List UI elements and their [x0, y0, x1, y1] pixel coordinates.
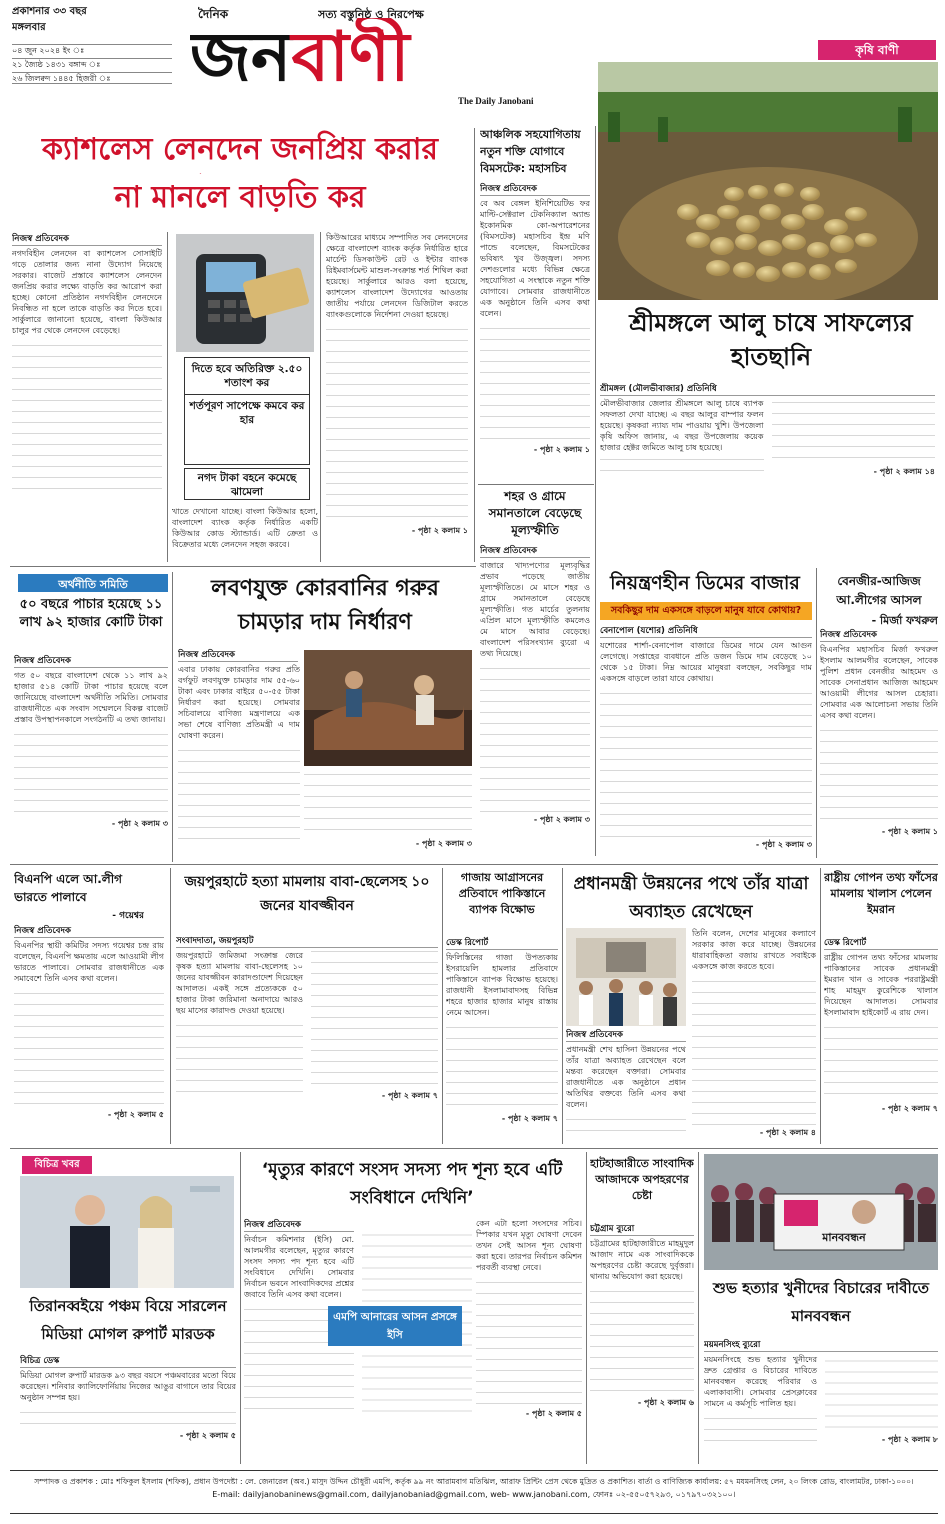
logo-jon: জন	[190, 18, 292, 97]
joypurhat-byline: সংবাদদাতা, জয়পুরহাট	[176, 934, 438, 948]
bimstec-continued: - পৃষ্ঠা ২ কলাম ১	[533, 445, 590, 454]
bnp-attribution: - গয়েশ্বর	[112, 911, 144, 921]
bimstec-headline: আঞ্চলিক সহযোগিতায় নতুন শক্তি যোগাবে বিমসটেক: মহাসচিব	[480, 128, 581, 175]
footer	[10, 1470, 938, 1514]
lead-continued: - পৃষ্ঠা ২ কলাম ১	[411, 526, 468, 535]
imran-byline: ডেস্ক রিপোর্ট	[824, 936, 938, 950]
lead-headline-1: ক্যাশলেস লেনদেন জনপ্রিয় করার	[42, 132, 438, 167]
lead-headline-2: না মানলে বাড়তি কর	[114, 180, 366, 215]
date-hijri: ২৬ জিলক্বদ ১৪৪৫ হিজরী ঃ	[12, 72, 172, 84]
bimstec-byline: নিজস্ব প্রতিবেদক	[480, 182, 590, 196]
pm-continued: - পৃষ্ঠা ২ কলাম ৪	[759, 1128, 816, 1137]
bnp-byline: নিজস্ব প্রতিবেদক	[14, 924, 164, 938]
krishi-label: কৃষি বাণী	[818, 40, 936, 60]
date-bangla: ২১ জ্যৈষ্ঠ ১৪৩১ বঙ্গাব্দ ঃ	[12, 58, 172, 70]
inflation-headline: শহর ও গ্রামে সমানতালে বেড়েছে মূল্যস্ফীতি	[488, 489, 582, 537]
lead-byline: নিজস্ব প্রতিবেদক	[12, 232, 162, 246]
hathazari-text: চট্টগ্রামের হাটহাজারীতে মাহমুদুল আজাদ নামে এক সাংবাদিককে অপহরণের চেষ্টা করেছে দুর্বৃত্তরা। থানায় অভিযোগ করা হয়েছে। - পৃষ্ঠা ২ কলাম ৬	[590, 1239, 694, 1407]
gaza-byline: ডেস্ক রিপোর্ট	[446, 936, 558, 950]
potato-field-image	[598, 62, 938, 300]
krishi-byline: শ্রীমঙ্গল (মৌলভীবাজার) প্রতিনিধি	[600, 382, 935, 396]
pm-text-left: প্রধানমন্ত্রী শেখ হাসিনা উন্নয়নের পথে তাঁর যাত্রা অব্যাহত রেখেছেন বলে মন্তব্য করেছেন বক্তারা। সোমবার রাজধানীতে এক অনুষ্ঠানে প্রধান অতিথির বক্তব্যে তিনি এসব কথা বলেন।	[566, 1044, 686, 1140]
pm-event-photo	[566, 928, 686, 1026]
pm-byline: নিজস্ব প্রতিবেদক	[566, 1028, 686, 1042]
bimstec-text: বে অব বেঙ্গল ইনিশিয়েটিভ ফর মাল্টি-সেক্টরাল টেকনিক্যাল অ্যান্ড ইকোনমিক কো-অপারেশনের (বিমসটেক) মহাসচিব ইন্দ্র মণি পান্ডে বলেছেন, বিমসটেকের ভবিষ্যৎ খুব উজ্জ্বল। সদস্য দেশগুলোর মধ্যে বিভিন্ন ক্ষেত্রে সহযোগিতা এ সংস্থাকে নতুন শক্তি যোগাবে। সোমবার রাজধানীতে এক অনুষ্ঠানে তিনি এসব কথা বলেন। - পৃষ্ঠা ২ কলাম ১	[480, 199, 590, 454]
potato-field-photo	[598, 62, 938, 300]
benazir-byline: নিজস্ব প্রতিবেদক	[820, 628, 938, 642]
publication-years: প্রকাশনার ৩৩ বছর	[12, 6, 87, 17]
human-chain-photo	[704, 1154, 938, 1270]
human-chain-banner-text: মানববন্ধন	[822, 1231, 866, 1244]
bichitra-continued: - পৃষ্ঠা ২ কলাম ৫	[179, 1431, 236, 1440]
joypurhat-continued: - পৃষ্ঠা ২ কলাম ৭	[381, 1091, 438, 1100]
leather-headline: লবণযুক্ত কোরবানির গরুর চামড়ার দাম নির্ধারণ	[211, 576, 439, 635]
human-chain-image	[704, 1154, 938, 1270]
gaza-text: ফিলিস্তিনের গাজা উপত্যকায় ইসরায়েলি হামলার প্রতিবাদে পাকিস্তানে ব্যাপক বিক্ষোভ হয়েছে। রাজধানী ইসলামাবাদসহ বিভিন্ন শহরে হাজার হাজার মানুষ রাস্তায় নেমে আসেন। - পৃষ্ঠা ২ কলাম ৭	[446, 953, 558, 1123]
eggs-headline: নিয়ন্ত্রণহীন ডিমের বাজার	[610, 572, 800, 594]
arthoniti-label: অর্থনীতি সমিতি	[18, 574, 168, 592]
slogan: সত্য বস্তুনিষ্ঠ ও নিরপেক্ষ	[318, 8, 424, 21]
pos-terminal-photo	[176, 234, 314, 352]
imran-continued: - পৃষ্ঠা ২ কলাম ৭	[881, 1104, 938, 1113]
sangsad-continued: - পৃষ্ঠা ২ কলাম ৫	[525, 1409, 582, 1418]
bichitra-headline: তিরানব্বইয়ে পঞ্চম বিয়ে সারলেন মিডিয়া মোগল রুপার্ট মারডক	[29, 1297, 227, 1343]
arthoniti-headline: ৫০ বছরে পাচার হয়েছে ১১ লাখ ৯২ হাজার কোটি টাকা	[19, 597, 163, 630]
lead-pull-quote-box	[184, 357, 310, 465]
benazir-attribution: - মির্জা ফখরুল	[871, 614, 938, 627]
logo	[190, 18, 600, 100]
bichitra-text: মিডিয়া মোগল রুপার্ট মারডক ৯৩ বছর বয়সে পঞ্চমবারের মতো বিয়ে করেছেন। শনিবার ক্যালিফোর্নিয়ায় নিজের আঙুর বাগানে তার বিয়ের অনুষ্ঠান সম্পন্ন হয়। - পৃষ্ঠা ২ কলাম ৫	[20, 1371, 236, 1440]
murdoch-photo	[20, 1176, 234, 1288]
hathazari-byline: চট্টগ্রাম ব্যুরো	[590, 1222, 694, 1236]
inflation-byline: নিজস্ব প্রতিবেদক	[480, 544, 590, 558]
bnp-continued: - পৃষ্ঠা ২ কলাম ৫	[107, 1110, 164, 1119]
leather-byline: নিজস্ব প্রতিবেদক	[178, 648, 298, 662]
imran-text: রাষ্ট্রীয় গোপন তথ্য ফাঁসের মামলায় পাকিস্তানের সাবেক প্রধানমন্ত্রী ইমরান খান ও সাবেক পররাষ্ট্রমন্ত্রী শাহ মাহমুদ কুরেশিকে খালাস দিয়েছেন আদালত। সোমবার ইসলামাবাদ হাইকোর্ট এ রায় দেন। - পৃষ্ঠা ২ কলাম ৭	[824, 953, 938, 1113]
eggs-subhead: সবকিছুর দাম একসঙ্গে বাড়লে মানুষ যাবে কোথায়?	[600, 602, 812, 620]
pm-headline: প্রধানমন্ত্রী উন্নয়নের পথে তাঁর যাত্রা অব্যাহত রেখেছেন	[573, 874, 809, 922]
sangsad-headline: ‘মৃত্যুর কারণে সংসদ সদস্য পদ শূন্য হবে এটি সংবিধানে দেখিনি’	[261, 1160, 563, 1208]
leather-photo	[304, 650, 472, 766]
leather-continued: - পৃষ্ঠা ২ কলাম ৩	[415, 839, 472, 848]
lead-col2b: খাতে দেখানো যাচ্ছে। বাংলা কিউআর হলো, বাংলাদেশ ব্যাংক কর্তৃক নির্ধারিত একটি কিউআর কোড স্ট্যান্ডার্ড। এটি ক্রেতা ও বিক্রেতার মধ্যে লেনদেন সহজ করবে।	[172, 507, 318, 549]
eggs-continued: - পৃষ্ঠা ২ কলাম ৩	[755, 840, 812, 849]
joypurhat-headline: জয়পুরহাটে হত্যা মামলায় বাবা-ছেলেসহ ১০ জনের যাবজ্জীবন	[184, 874, 430, 914]
inflation-continued: - পৃষ্ঠা ২ কলাম ৩	[533, 815, 590, 824]
english-name: The Daily Janobani	[458, 96, 534, 106]
date-english: ০৪ জুন ২০২৪ ইং ঃ	[12, 44, 172, 56]
krishi-continued: - পৃষ্ঠা ২ কলাম ১৪	[873, 467, 935, 476]
pos-terminal-image	[176, 234, 314, 352]
pm-inauguration-image	[566, 928, 686, 1026]
masthead	[0, 0, 600, 112]
benazir-continued: - পৃষ্ঠা ২ কলাম ১	[881, 827, 938, 836]
imran-headline: রাষ্ট্রীয় গোপন তথ্য ফাঁসের মামলায় খালাস পেলেন ইমরান	[824, 871, 938, 916]
joypurhat-text: জয়পুরহাটে জমিজমা সংক্রান্ত জেরে কৃষক হত্যা মামলায় বাবা-ছেলেসহ ১০ জনের যাবজ্জীবন কারাদণ্ডাদেশ দিয়েছেন আদালত। একই সঙ্গে প্রত্যেককে ৫০ হাজার টাকা জরিমানা অনাদায়ে আরও ছয় মাসের কারাদণ্ড দেওয়া হয়েছে। - পৃষ্ঠা ২ কলাম ৭	[176, 951, 438, 1100]
hathazari-continued: - পৃষ্ঠা ২ কলাম ৬	[637, 1398, 694, 1407]
shuvo-text: ময়মনসিংহে শুভ হত্যার খুনীদের দ্রুত গ্রেপ্তার ও বিচারের দাবিতে মানববন্ধন করেছে পরিবার ও এলাকাবাসী। সোমবার প্রেসক্লাবের সামনে এ কর্মসূচি পালিত হয়। - পৃষ্ঠা ২ কলাম ৮	[704, 1355, 938, 1444]
leather-text-left: এবার ঢাকায় কোরবানির গরুর প্রতি বর্গফুট লবণযুক্ত চামড়ার দাম ৫৫-৬০ টাকা এবং ঢাকার বাইরে ৫০-৫৫ টাকা নির্ধারণ করা হয়েছে। সোমবার সচিবালয়ে বাণিজ্য মন্ত্রণালয়ে এক সভা শেষে বাণিজ্য প্রতিমন্ত্রী এ দাম ঘোষণা করেন।	[178, 664, 300, 860]
shuvo-headline: শুভ হত্যার খুনীদের বিচারের দাবীতে মানববন্ধন	[712, 1279, 930, 1325]
leather-hides-image	[304, 650, 472, 766]
sangsad-pull-quote: এমপি আনারের আসন প্রসঙ্গে ইসি	[328, 1306, 462, 1346]
arthoniti-continued: - পৃষ্ঠা ২ কলাম ৩	[111, 819, 168, 828]
inflation-text: বাজারে খাদ্যপণ্যের মূল্যবৃদ্ধির প্রভাব পড়েছে জাতীয় মূল্যস্ফীতিতে। মে মাসে শহর ও গ্রামে সমানতালে বেড়েছে মূল্যস্ফীতি। গত মার্চের তুলনায় এপ্রিল মাসে মূল্যস্ফীতি কমলেও মে মাসে আবার বেড়েছে। বাংলাদেশ পরিসংখ্যান ব্যুরো এ তথ্য দিয়েছে। - পৃষ্ঠা ২ কলাম ৩	[480, 561, 590, 824]
eggs-text: যশোরের শার্শা-বেনাপোল বাজারে ডিমের দামে যেন আগুন লেগেছে। সপ্তাহের ব্যবধানে প্রতি ডজন ডিমে দাম বেড়েছে ১০ থেকে ১৫ টাকা। নিম্ন আয়ের মানুষরা বলছেন, সবকিছুর দাম একসঙ্গে বাড়লে তারা যাবে কোথায়। - পৃষ্ঠা ২ কলাম ৩	[600, 641, 812, 849]
sangsad-text-right: কেন এটা হলো সংসদের সচিব। স্পিকার যখন মৃত্যু ঘোষণা দেবেন তখন সেই আসন শূন্য ঘোষণা করা হবে। তারপর নির্বাচন কমিশন পরবর্তী ব্যবস্থা নেবে। - পৃষ্ঠা ২ কলাম ৫	[476, 1219, 582, 1418]
pull-quote-1: দিতে হবে অতিরিক্ত ২.৫০ শতাংশ কর	[185, 358, 309, 395]
shuvo-byline: ময়মনসিংহ ব্যুরো	[704, 1338, 938, 1352]
footer-contact-line: E-mail: dailyjanobaninews@gmail.com, dailyjanobaniad@gmail.com, web- www.janobani.com, ফোনঃ ০২-৫৫০৫৭২৯৩, ০১৭৯৭০৩২১০০।	[212, 1490, 736, 1499]
pm-text-right: তিনি বলেন, দেশের মানুষের কল্যাণে সরকার কাজ করে যাচ্ছে। উন্নয়নের ধারাবাহিকতা বজায় রাখতে সবাইকে একসঙ্গে কাজ করতে হবে। - পৃষ্ঠা ২ কলাম ৪	[692, 929, 816, 1137]
gaza-headline: গাজায় আগ্রাসনের প্রতিবাদে পাকিস্তানে ব্যাপক বিক্ষোভ	[458, 871, 546, 916]
footer-publisher-line: সম্পাদক ও প্রকাশক : মোঃ শফিকুল ইসলাম (শফিক), প্রধান উপদেষ্টা : লে. জেনারেল (অব.) মাসুদ উদ্দিন চৌধুরী এমপি, কর্তৃক ৯৯ নং আরামবাগ মতিঝিল, আরাফ প্রিন্টিং প্রেস থেকে মুদ্রিত ও প্রকাশিত। বার্তা ও বাণিজ্যিক কার্যালয়: ৫৭ মযমনসিংহ লেন, ২০ লিংক রোড, বাংলামটর, ঢাকা-১০০০।	[34, 1477, 914, 1486]
krishi-headline: শ্রীমঙ্গলে আলু চাষে সাফল্যের হাতছানি	[629, 309, 913, 371]
sangsad-text-left: নির্বাচন কমিশনার (ইসি) মো. আলমগীর বলেছেন, মৃত্যুর কারণে সংসদ সদস্য পদ শূন্য হবে এটি সংবিধানে দেখিনি। সোমবার নির্বাচন ভবনে সাংবাদিকদের প্রশ্নের জবাবে তিনি এসব কথা বলেন।	[244, 1234, 472, 1462]
benazir-headline: বেনজীর-আজিজ আ.লীগের আসল	[836, 574, 922, 607]
lead-col1: নগদবিহীন লেনদেন বা ক্যাশলেস সোসাইটি গড়ে তোলার জন্য নানা উদ্যোগ নিয়েছে সরকার। বাজেট প্রস্তাবে ক্যাশলেস লেনদেন জনপ্রিয় করার লক্ষ্যে বাড়তি কর আরোপ করা হচ্ছে। কোনো প্রতিষ্ঠান নগদবিহীন লেনদেনে নিবন্ধিত না হলে তাকে বাড়তি কর দিতে হবে। সার্কুলারে জানানো হয়েছে, বাংলা কিউআর চালুর পর থেকে লেনদেন বেড়েছে।	[12, 248, 162, 554]
pull-quote-2: শর্তপূরণ সাপেক্ষে কমবে কর হার	[189, 400, 305, 426]
sangsad-byline: নিজস্ব প্রতিবেদক	[244, 1218, 354, 1232]
hathazari-headline: হাটহাজারীতে সাংবাদিক আজাদকে অপহরণের চেষ্টা	[590, 1157, 694, 1202]
arthoniti-text: গত ৫০ বছরে বাংলাদেশ থেকে ১১ লাখ ৯২ হাজার ৫১৪ কোটি টাকা পাচার হয়েছে বলে জানিয়েছে বাংলাদেশ অর্থনীতি সমিতি। সোমবার রাজধানীতে এক সংবাদ সম্মেলনে বিকল্প বাজেট প্রস্তাব উপস্থাপনকালে সংগঠনটি এ তথ্য জানায়। - পৃষ্ঠা ২ কলাম ৩	[14, 671, 168, 828]
eggs-byline: বেনাপোল (যশোর) প্রতিনিধি	[600, 624, 812, 638]
weekday: মঙ্গলবার	[12, 22, 46, 33]
bnp-headline: বিএনপি এলে আ.লীগ ভারতে পালাবে	[14, 872, 123, 904]
lead-pull-quote-3: নগদ টাকা বহনে কমেছে ঝামেলা	[184, 468, 310, 500]
benazir-text: বিএনপির মহাসচিব মির্জা ফখরুল ইসলাম আলমগীর বলেছেন, সাবেক পুলিশ প্রধান বেনজীর আহমেদ ও সাবেক সেনাপ্রধান আজিজ আহমেদ আওয়ামী লীগের আসল চেহারা। সোমবার এক আলোচনা সভায় তিনি এসব কথা বলেন। - পৃষ্ঠা ২ কলাম ১	[820, 645, 938, 836]
lead-col3: কিউআরের মাধ্যমে সম্পাদিত সব লেনদেনের ক্ষেত্রে বাংলাদেশ ব্যাংক কর্তৃক নির্ধারিত হারে মার্চেন্ট ডিসকাউন্ট রেট ও ইন্টার ব্যাংক রিইমবার্সমেন্ট মাশুল-সংক্রান্ত শর্ত শিথিল করা হয়েছে। সার্কুলারে আরও বলা হয়েছে, ক্যাশলেস বাংলাদেশ উদ্যোগের আওতায় জাতীয় পর্যায়ে লেনদেন ডিজিটাল করতে ব্যাংকগুলোকে নির্দেশনা দেওয়া হয়েছে। - পৃষ্ঠা ২ কলাম ১	[326, 233, 468, 535]
bnp-text: বিএনপির স্থায়ী কমিটির সদস্য গয়েশ্বর চন্দ্র রায় বলেছেন, বিএনপি ক্ষমতায় এলে আওয়ামী লীগ ভারতে পালাবে। সোমবার রাজধানীতে এক সমাবেশে তিনি এসব কথা বলেন। - পৃষ্ঠা ২ কলাম ৫	[14, 941, 164, 1119]
krishi-text: মৌলভীবাজার জেলার শ্রীমঙ্গলে আলু চাষে ব্যাপক সফলতা দেখা যাচ্ছে। এ বছর আলুর বাম্পার ফলন হয়েছে। কৃষকরা ন্যায্য দাম পাওয়ায় খুশি। উপজেলা কৃষি অফিস জানায়, এ বছর উপজেলায় কয়েক হাজার হেক্টর জমিতে আলু চাষ হয়েছে। - পৃষ্ঠা ২ কলাম ১৪	[600, 399, 935, 476]
logo-bani: বাণী	[291, 18, 410, 97]
bichitra-label: বিচিত্র খবর	[22, 1156, 92, 1174]
arthoniti-byline: নিজস্ব প্রতিবেদক	[14, 654, 168, 668]
prefix-dainik: দৈনিক	[198, 7, 229, 21]
murdoch-wedding-image	[20, 1176, 234, 1288]
gaza-continued: - পৃষ্ঠা ২ কলাম ৭	[501, 1114, 558, 1123]
shuvo-continued: - পৃষ্ঠা ২ কলাম ৮	[881, 1434, 938, 1444]
bichitra-byline: বিচিত্র ডেস্ক	[20, 1354, 236, 1368]
leather-text-right	[304, 768, 472, 860]
